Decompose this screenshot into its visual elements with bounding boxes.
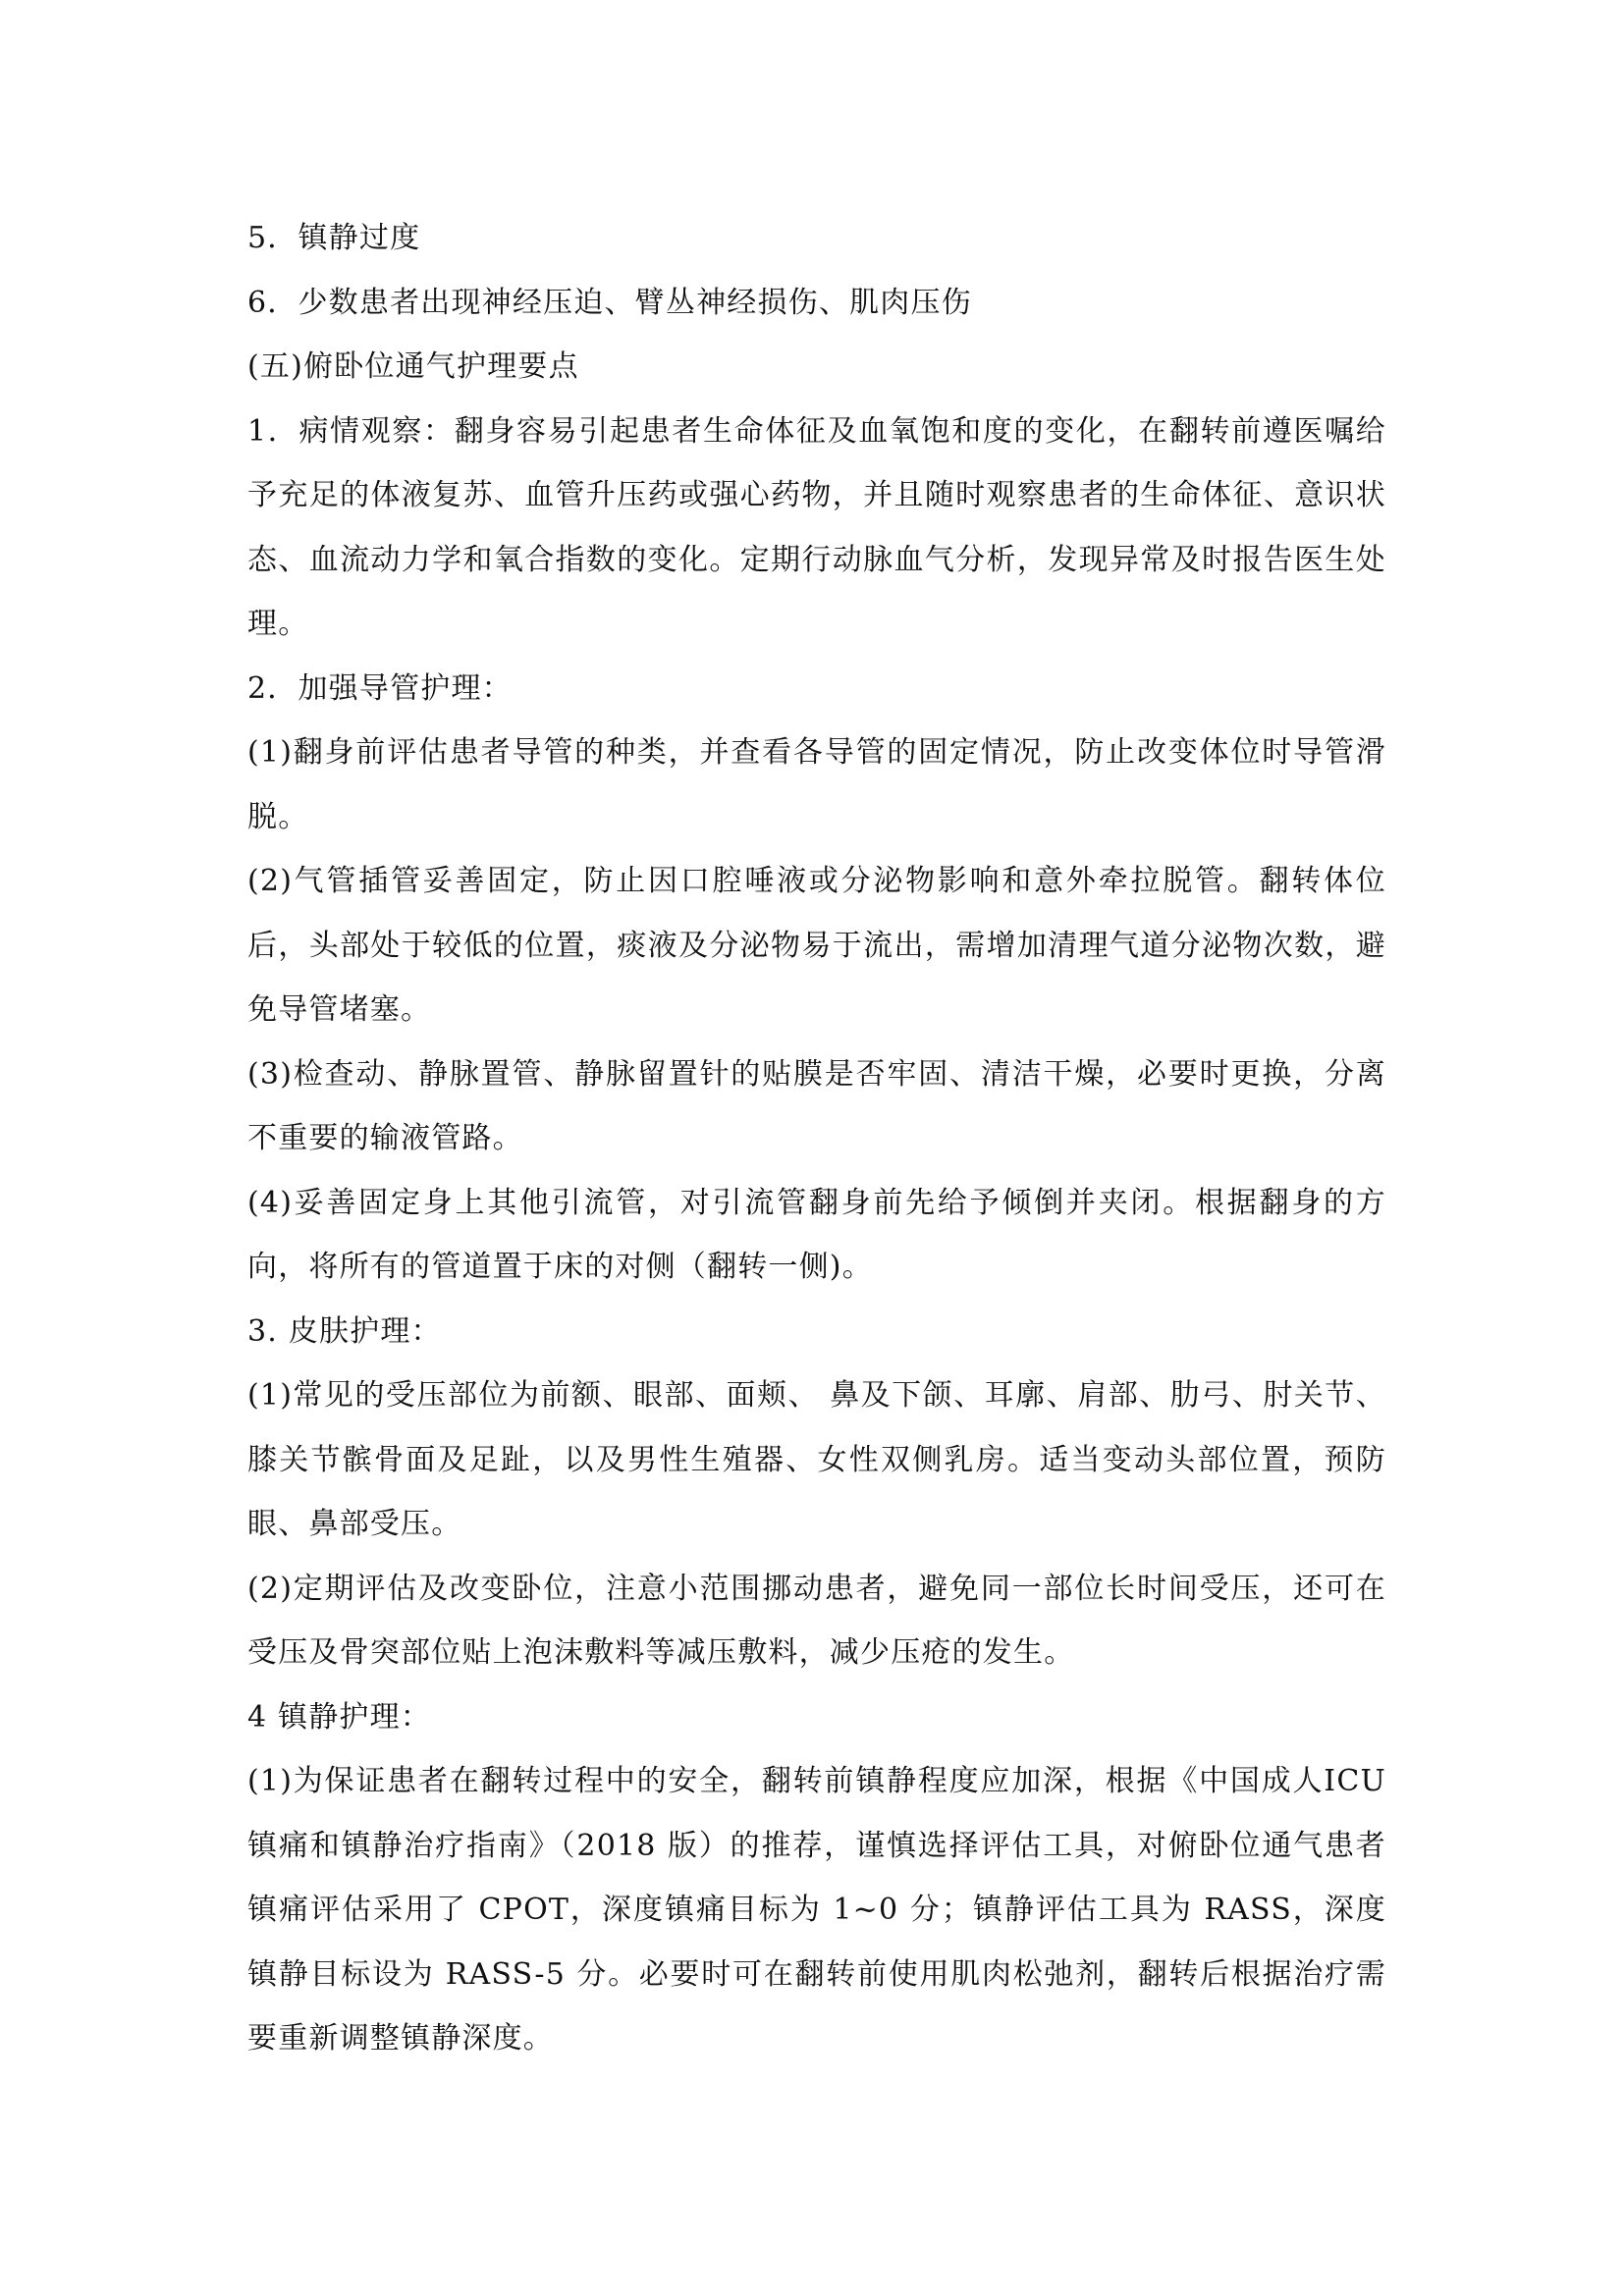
subheading-sedation-care: 4 镇静护理： [247, 1699, 432, 1735]
paragraph-catheter-assessment: (1)翻身前评估患者导管的种类，并查看各导管的固定情况，防止改变体位时导管滑脱。 [247, 735, 1386, 834]
paragraph-condition-observation: 1．病情观察：翻身容易引起患者生命体征及血氧饱和度的变化，在翻转前遵医嘱给予充足的体液复苏、血管升压药或强心药物，并且随时观察患者的生命体征、意识状态、血流动力学和氧合指数的变化。定期行动脉血气分析，发现异常及时报告医生处理。 [247, 413, 1386, 641]
document-body [247, 206, 1386, 2071]
paragraph-tracheal-intubation: (2)气管插管妥善固定，防止因口腔唾液或分泌物影响和意外牵拉脱管。翻转体位后，头部处于较低的位置，痰液及分泌物易于流出，需增加清理气道分泌物次数，避免导管堵塞。 [247, 864, 1386, 1027]
section-heading-prone-ventilation-care: (五)俯卧位通气护理要点 [247, 349, 579, 384]
paragraph-vascular-access: (3)检查动、静脉置管、静脉留置针的贴膜是否牢固、清洁干燥，必要时更换，分离不重要的输液管路。 [247, 1056, 1386, 1155]
paragraph-drainage-tubes: (4)妥善固定身上其他引流管，对引流管翻身前先给予倾倒并夹闭。根据翻身的方向，将所有的管道置于床的对侧（翻转一侧)。 [247, 1185, 1386, 1284]
subheading-skin-care: 3. 皮肤护理： [247, 1313, 442, 1349]
list-item-nerve-injury: 6．少数患者出现神经压迫、臂丛神经损伤、肌肉压伤 [247, 285, 972, 320]
paragraph-pressure-sites: (1)常见的受压部位为前额、眼部、面颊、 鼻及下颌、耳廓、肩部、肋弓、肘关节、膝关节髌骨面及足趾，以及男性生殖器、女性双侧乳房。适当变动头部位置，预防眼、鼻部受压。 [247, 1378, 1386, 1541]
paragraph-pressure-prevention: (2)定期评估及改变卧位，注意小范围挪动患者，避免同一部位长时间受压，还可在受压及骨突部位贴上泡沫敷料等减压敷料，减少压疮的发生。 [247, 1571, 1386, 1670]
list-item-sedation-excess: 5．镇静过度 [247, 221, 421, 255]
subheading-catheter-care: 2．加强导管护理： [247, 670, 513, 706]
paragraph-sedation-guidelines: (1)为保证患者在翻转过程中的安全，翻转前镇静程度应加深，根据《中国成人ICU 镇痛和镇静治疗指南》（2018 版）的推荐，谨慎选择评估工具，对俯卧位通气患者镇痛评估采用了 CPOT，深度镇痛目标为 1~0 分；镇静评估工具为 RASS，深度镇静目标设为 RASS-5 分。必要时可在翻转前使用肌肉松弛剂，翻转后根据治疗需要重新调整镇静深度。 [247, 1764, 1386, 2056]
